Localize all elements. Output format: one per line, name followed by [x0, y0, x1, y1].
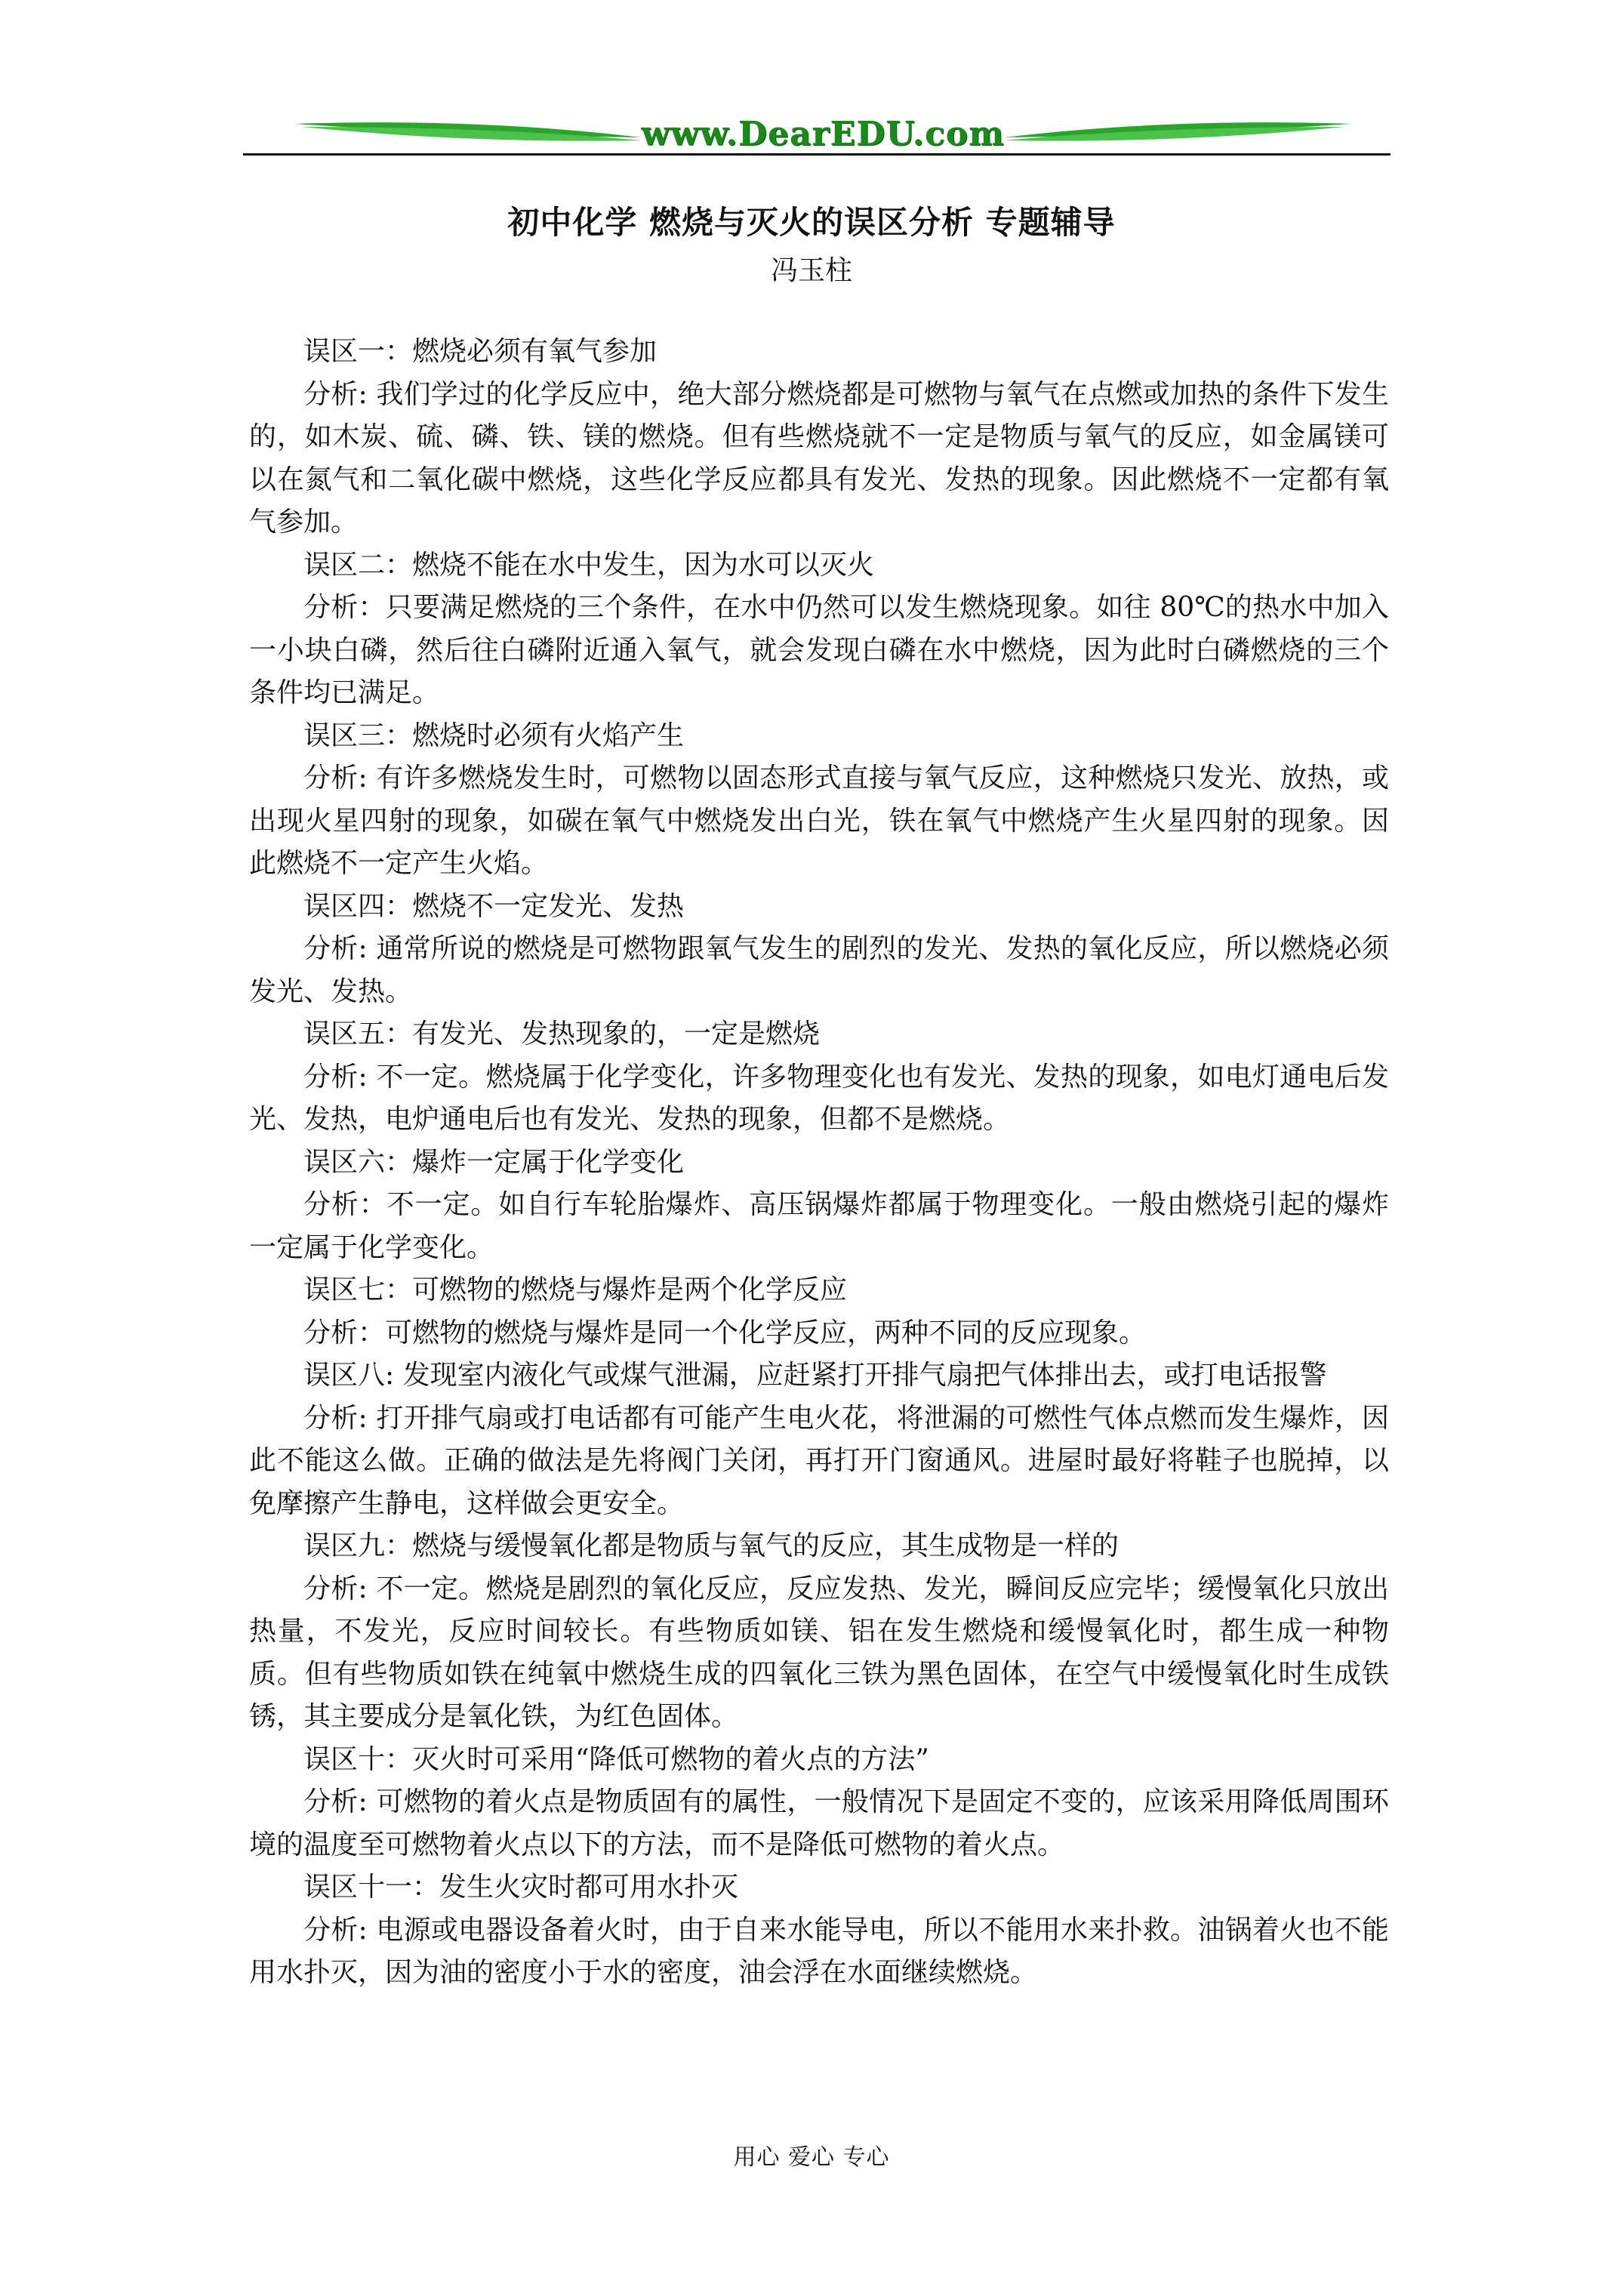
paragraph: 分析：可燃物的燃烧与爆炸是同一个化学反应，两种不同的反应现象。 [303, 1317, 1147, 1348]
paragraph: 分析: 电源或电器设备着火时，由于自来水能导电，所以不能用水来扑救。油锅着火也不能用水扑灭，因为油的密度小于水的密度，油会浮在水面继续燃烧。 [249, 1914, 1389, 1988]
paragraph: 误区九：燃烧与缓慢氧化都是物质与氧气的反应，其生成物是一样的 [303, 1530, 1119, 1561]
paragraph: 误区十一：发生火灾时都可用水扑灭 [303, 1872, 739, 1903]
paragraph: 误区五：有发光、发热现象的，一定是燃烧 [303, 1019, 821, 1049]
page-title: 初中化学 燃烧与灭火的误区分析 专题辅导 [507, 204, 1116, 241]
paragraph: 误区四：燃烧不一定发光、发热 [303, 890, 685, 922]
paragraph: 分析: 有许多燃烧发生时，可燃物以固态形式直接与氧气反应，这种燃烧只发光、放热，或出现火星四射的现象，如碳在氧气中燃烧发出白光，铁在氧气中燃烧产生火星四射的现象。因此燃烧不一定产生火焰。 [249, 763, 1389, 879]
paragraph: 误区三：燃烧时必须有火焰产生 [303, 720, 685, 751]
paragraph: 误区八: 发现室内液化气或煤气泄漏，应赶紧打开排气扇把气体排出去，或打电话报警 [303, 1360, 1327, 1391]
paragraph: 分析: 可燃物的着火点是物质固有的属性，一般情况下是固定不变的，应该采用降低周围环境的温度至可燃物着火点以下的方法，而不是降低可燃物的着火点。 [249, 1786, 1389, 1860]
paragraph: 误区十：灭火时可采用“降低可燃物的着火点的方法” [303, 1743, 929, 1775]
article-body [249, 331, 1389, 1995]
site-logo [249, 113, 1397, 159]
paragraph: 误区一：燃烧必须有氧气参加 [303, 336, 658, 367]
paragraph: 分析: 打开排气扇或打电话都有可能产生电火花，将泄漏的可燃性气体点燃而发生爆炸，因此不能这么做。正确的做法是先将阀门关闭，再打开门窗通风。进屋时最好将鞋子也脱掉，以免摩擦产生静电，这样做会更安全。 [249, 1402, 1389, 1519]
header-divider [243, 153, 1390, 156]
paragraph: 误区二：燃烧不能在水中发生，因为水可以灭火 [303, 549, 875, 581]
paragraph: 分析：只要满足燃烧的三个条件，在水中仍然可以发生燃烧现象。如往 80℃的热水中加入一小块白磷，然后往白磷附近通入氧气，就会发现白磷在水中燃烧，因为此时白磷燃烧的三个条件均已满足。 [249, 592, 1389, 708]
page-footer: 用心 爱心 专心 [733, 2144, 890, 2171]
paragraph: 分析: 我们学过的化学反应中，绝大部分燃烧都是可燃物与氧气在点燃或加热的条件下发生的，如木炭、硫、磷、铁、镁的燃烧。但有些燃烧就不一定是物质与氧气的反应，如金属镁可以在氮气和二氧化碳中燃烧，这些化学反应都具有发光、发热的现象。因此燃烧不一定都有氧气参加。 [249, 378, 1389, 538]
logo-text: www.DearEDU.com [641, 115, 1005, 153]
paragraph: 误区七：可燃物的燃烧与爆炸是两个化学反应 [303, 1274, 848, 1305]
author-name: 冯玉柱 [770, 255, 852, 286]
paragraph: 分析: 不一定。燃烧是剧烈的氧化反应，反应发热、发光，瞬间反应完毕；缓慢氧化只放出热量，不发光，反应时间较长。有些物质如镁、铝在发生燃烧和缓慢氧化时，都生成一种物质。但有些物质如铁在纯氧中燃烧生成的四氧化三铁为黑色固体，在空气中缓慢氧化时生成铁锈，其主要成分是氧化铁，为红色固体。 [249, 1573, 1389, 1732]
paragraph: 分析：不一定。如自行车轮胎爆炸、高压锅爆炸都属于物理变化。一般由燃烧引起的爆炸一定属于化学变化。 [249, 1189, 1389, 1263]
paragraph: 分析: 通常所说的燃烧是可燃物跟氧气发生的剧烈的发光、发热的氧化反应，所以燃烧必须发光、发热。 [249, 933, 1389, 1007]
paragraph: 误区六：爆炸一定属于化学变化 [303, 1146, 685, 1178]
paragraph: 分析: 不一定。燃烧属于化学变化，许多物理变化也有发光、发热的现象，如电灯通电后发光、发热，电炉通电后也有发光、发热的现象，但都不是燃烧。 [249, 1061, 1389, 1135]
